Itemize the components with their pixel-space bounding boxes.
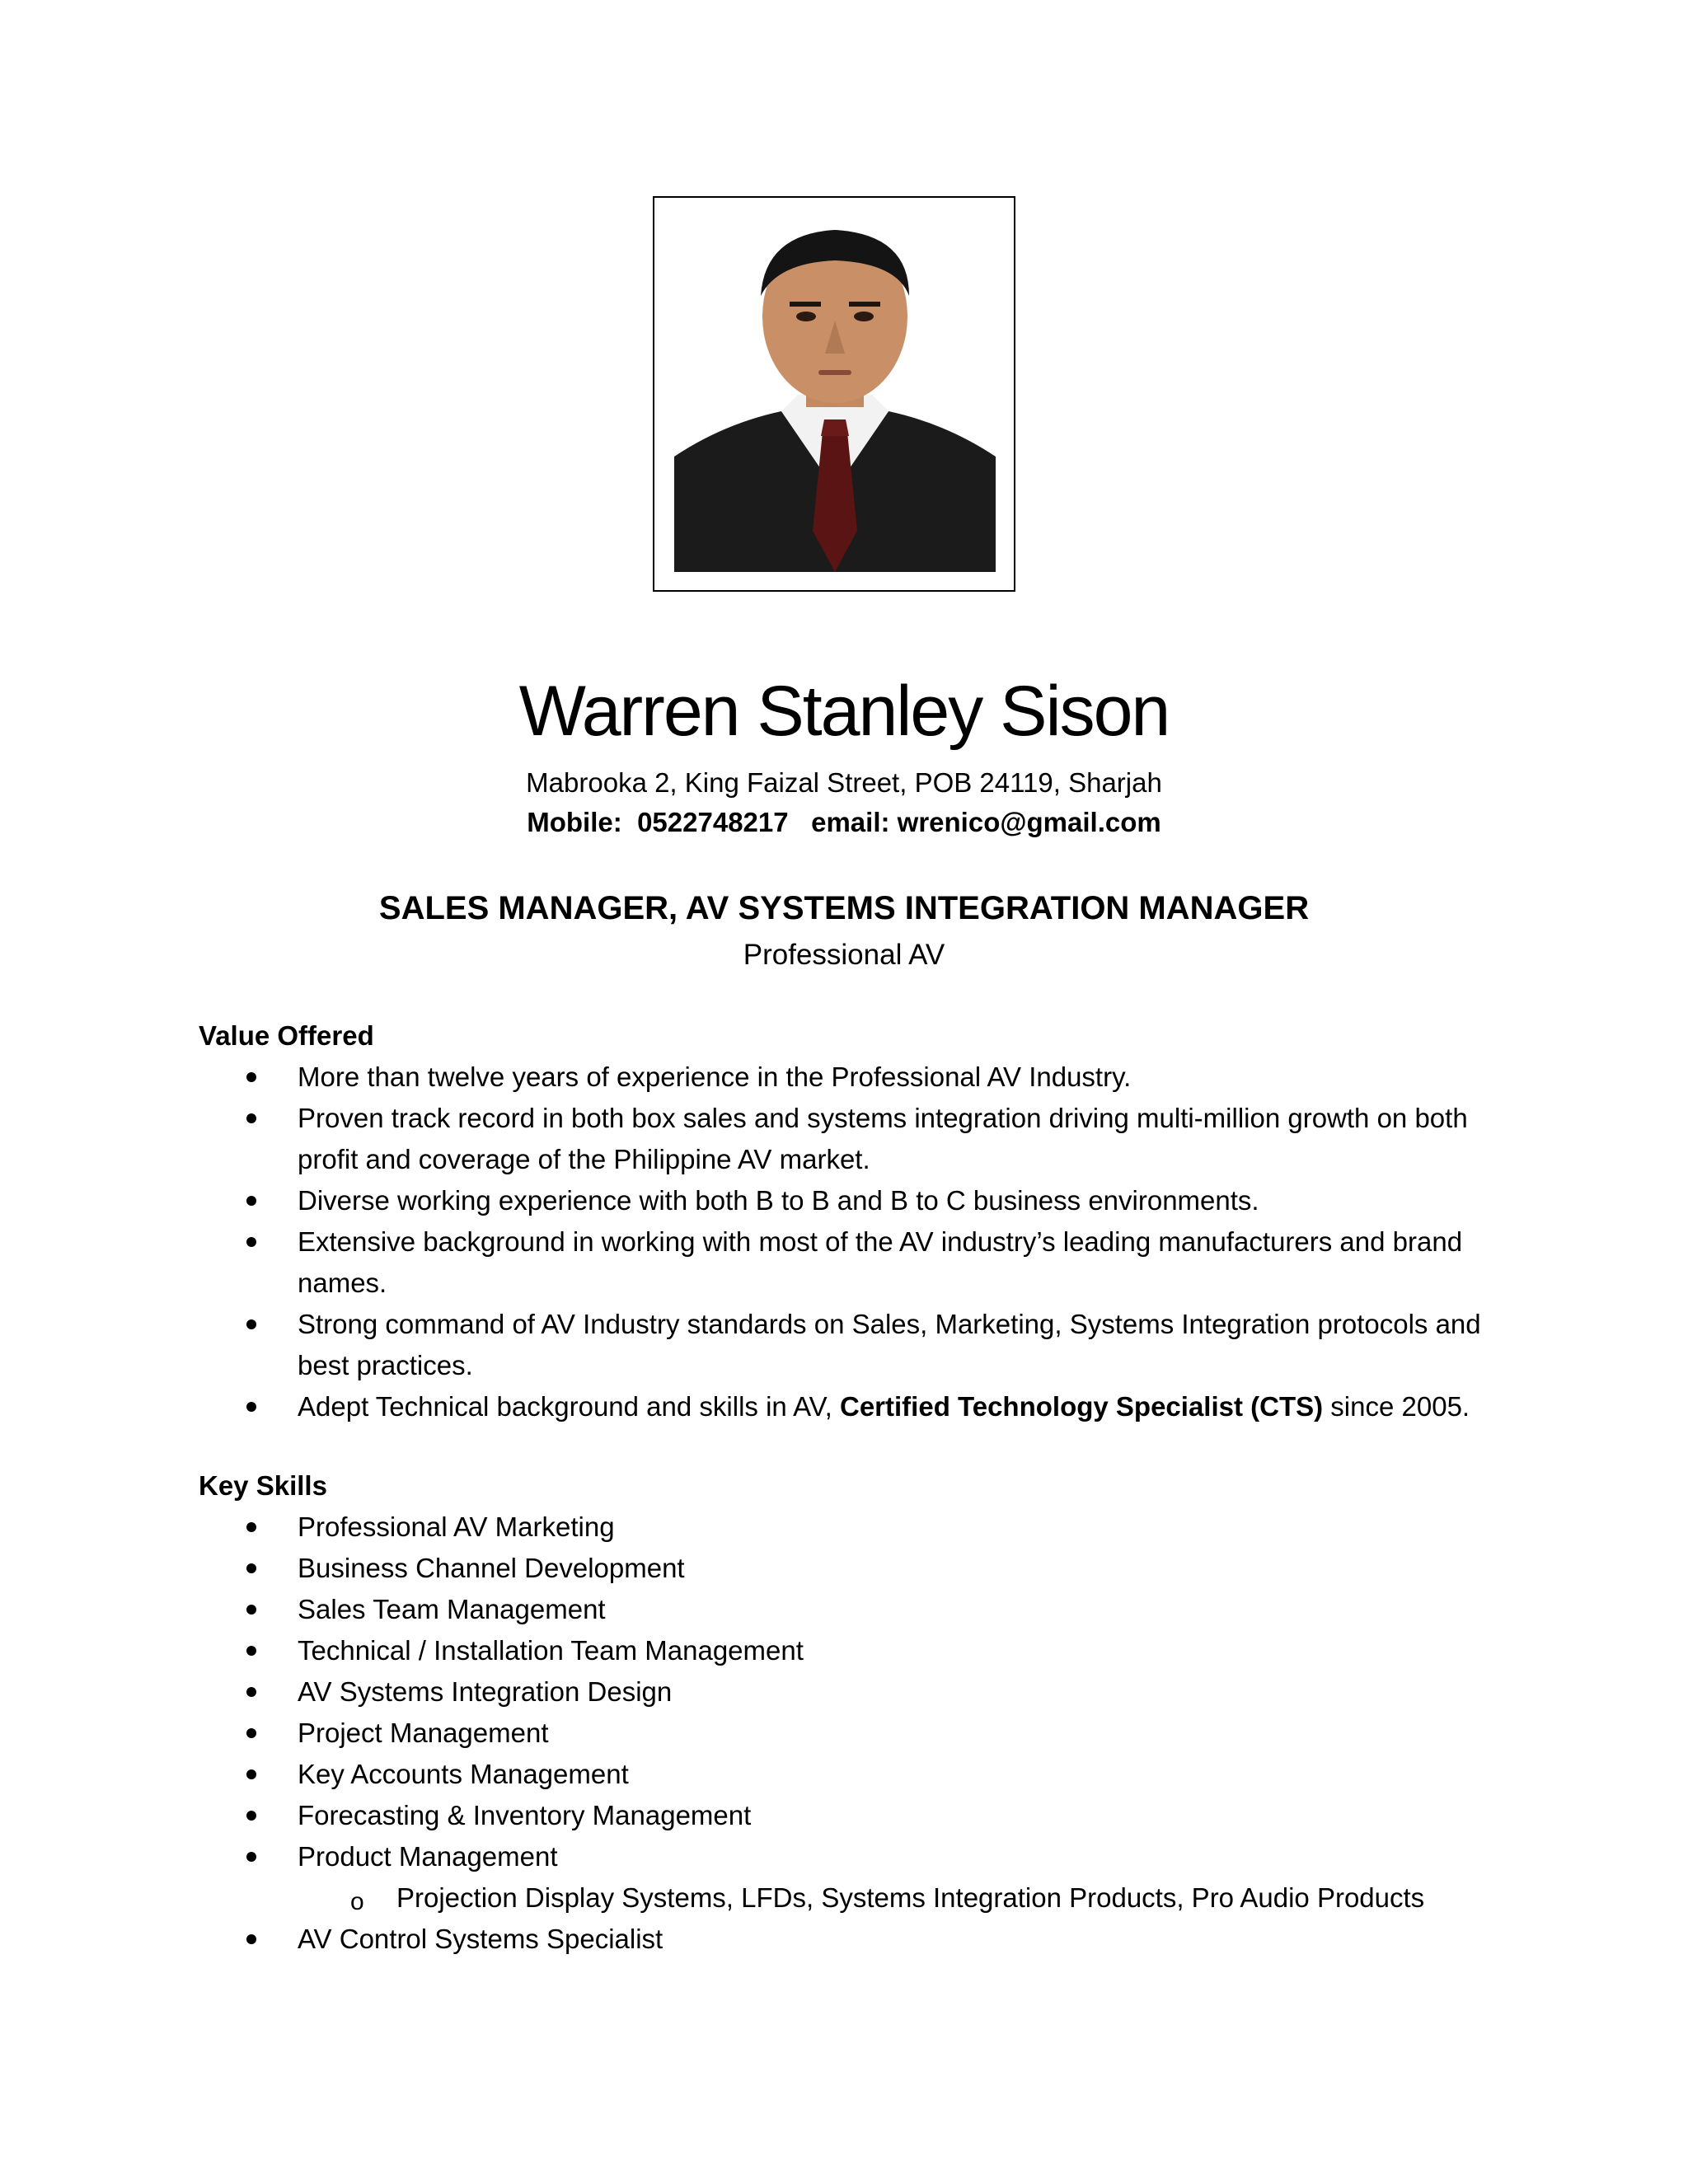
list-item (199, 1630, 1501, 1671)
list-item (199, 1795, 1501, 1836)
list-item-text: Sales Team Management (298, 1594, 606, 1624)
list-item-text: Extensive background in working with most of the AV industry’s leading manufacturers and brand names. (298, 1226, 1463, 1298)
bullet-icon (246, 1522, 256, 1532)
bullet-icon (246, 1852, 256, 1862)
candidate-name: Warren Stanley Sison (518, 672, 1170, 751)
list-item-text: Business Channel Development (298, 1553, 685, 1583)
list-item (199, 1754, 1501, 1795)
cts-certification: Certified Technology Specialist (CTS) (840, 1391, 1324, 1422)
list-item-text-pre: Adept Technical background and skills in AV, (298, 1391, 840, 1422)
bullet-icon (246, 1072, 256, 1082)
product-management-sublist (298, 1877, 1501, 1919)
list-item-text: Diverse working experience with both B to B and B to C business environments. (298, 1185, 1259, 1216)
list-item (199, 1057, 1501, 1098)
list-item (199, 1548, 1501, 1589)
key-skills-section (199, 1465, 1501, 1960)
bullet-icon (246, 1319, 256, 1329)
list-item-text: Strong command of AV Industry standards on Sales, Marketing, Systems Integration protocols and best practices. (298, 1309, 1481, 1380)
bullet-icon (246, 1563, 256, 1573)
list-item (199, 1713, 1501, 1754)
list-item-text: Proven track record in both box sales and systems integration driving multi-million growth on both profit and coverage of the Philippine AV market. (298, 1103, 1468, 1174)
bullet-icon (246, 1196, 256, 1206)
list-item (199, 1919, 1501, 1960)
list-item (199, 1304, 1501, 1386)
job-subtitle: Professional AV (743, 939, 945, 971)
list-item-text: Key Accounts Management (298, 1759, 629, 1789)
list-item-text: Forecasting & Inventory Management (298, 1800, 752, 1830)
bullet-icon (246, 1769, 256, 1779)
list-item (199, 1180, 1501, 1221)
list-item-text: AV Systems Integration Design (298, 1676, 673, 1707)
bullet-icon (246, 1934, 256, 1944)
key-skills-list (199, 1507, 1501, 1960)
list-item-text: AV Control Systems Specialist (298, 1924, 663, 1954)
list-item-text: More than twelve years of experience in the Professional AV Industry. (298, 1062, 1132, 1092)
bullet-icon (246, 1687, 256, 1697)
section-heading-key-skills: Key Skills (199, 1470, 327, 1501)
section-heading-value-offered: Value Offered (199, 1020, 374, 1051)
list-item-text: Professional AV Marketing (298, 1511, 615, 1542)
list-item-text: Project Management (298, 1718, 549, 1748)
contact-line: Mobile: 0522748217 email: wrenico@gmail.com (527, 807, 1161, 837)
list-item (199, 1098, 1501, 1180)
value-offered-list (199, 1057, 1501, 1427)
hollow-bullet-icon: o (350, 1888, 364, 1915)
bullet-icon (246, 1605, 256, 1615)
list-item (199, 1386, 1501, 1427)
bullet-icon (246, 1113, 256, 1123)
list-item (199, 1221, 1501, 1304)
address: Mabrooka 2, King Faizal Street, POB 24119, Sharjah (526, 767, 1162, 798)
portrait-photo-icon (674, 218, 996, 572)
profile-photo-frame (653, 196, 1015, 592)
sub-list-item (298, 1877, 1501, 1919)
list-item-text: Technical / Installation Team Management (298, 1635, 804, 1666)
value-offered-section (199, 1015, 1501, 1427)
list-item (199, 1589, 1501, 1630)
list-item-text-post: since 2005. (1323, 1391, 1470, 1422)
bullet-icon (246, 1728, 256, 1738)
list-item-text: Product Management (298, 1841, 558, 1872)
sub-list-item-text: Projection Display Systems, LFDs, Systems Integration Products, Pro Audio Products (396, 1882, 1425, 1913)
list-item (199, 1836, 1501, 1919)
bullet-icon (246, 1646, 256, 1656)
bullet-icon (246, 1811, 256, 1821)
job-title: SALES MANAGER, AV SYSTEMS INTEGRATION MANAGER (378, 890, 1310, 926)
list-item (199, 1671, 1501, 1713)
list-item (199, 1507, 1501, 1548)
bullet-icon (246, 1402, 256, 1412)
bullet-icon (246, 1237, 256, 1247)
